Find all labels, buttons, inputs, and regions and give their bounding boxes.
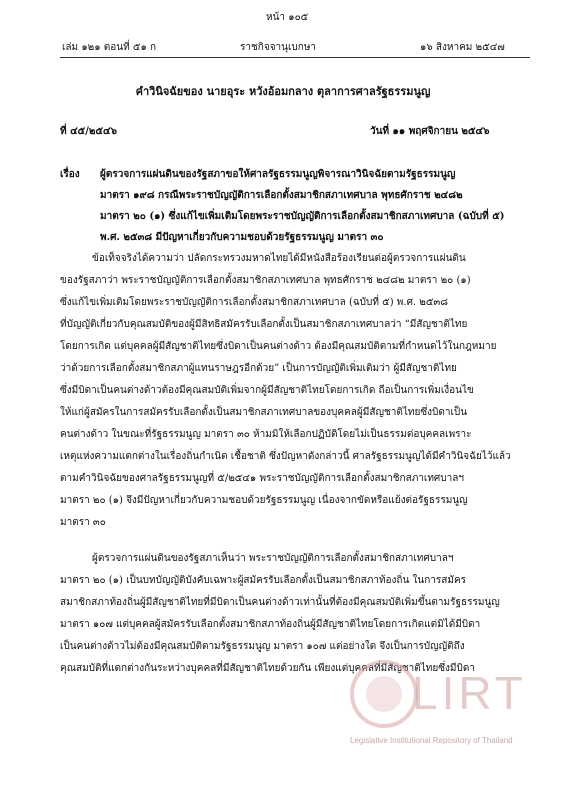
lirt-watermark xyxy=(350,660,550,770)
watermark-subtitle: Legislative Institutional Repository of Thailand xyxy=(350,736,513,745)
case-number: ที่ ๔๕/๒๕๔๖ xyxy=(60,126,117,137)
subject-label: เรื่อง xyxy=(60,169,80,180)
paragraph-line: ข้อเท็จจริงได้ความว่า ปลัดกระทรวงมหาดไทยได้มีหนังสือร้องเรียนต่อผู้ตรวจการแผ่นดิน xyxy=(92,253,466,264)
paragraph-line: ที่บัญญัติเกี่ยวกับคุณสมบัติของผู้มีสิทธิสมัครรับเลือกตั้งเป็นสมาชิกสภาเทศบาลว่า “มีสัญชาติไทย xyxy=(60,319,468,330)
paragraph-line: ให้แก่ผู้สมัครในการสมัครรับเลือกตั้งเป็นสมาชิกสภาเทศบาลของบุคคลผู้มีสัญชาติไทยซึ่งบิดาเป็น xyxy=(60,407,468,418)
subject-line: ผู้ตรวจการแผ่นดินของรัฐสภาขอให้ศาลรัฐธรรมนูญพิจารณาวินิจฉัยตามรัฐธรรมนูญ xyxy=(100,169,456,180)
paragraph-line: ว่าด้วยการเลือกตั้งสมาชิกสภาผู้แทนราษฎรอีกด้วย” เป็นการบัญญัติเพิ่มเติมว่า ผู้มีสัญชาติไทย xyxy=(60,363,457,374)
paragraph-line: เป็นคนต่างด้าวไม่ต้องมีคุณสมบัติตามรัฐธรรมนูญ มาตรา ๑๐๗ แต่อย่างใด จึงเป็นการบัญญัติถึง xyxy=(60,641,465,652)
subject-line: มาตรา ๒๐ (๑) ซึ่งแก้ไขเพิ่มเติมโดยพระราชบัญญัติการเลือกตั้งสมาชิกสภาเทศบาล (ฉบับที่ ๕) xyxy=(100,211,505,222)
watermark-logo-text: LIRT xyxy=(412,667,527,719)
paragraph-line: มาตรา ๒๐ (๑) จึงมีปัญหาเกี่ยวกับความชอบด้วยรัฐธรรมนูญ เนื่องจากขัดหรือแย้งต่อรัฐธรรมนูญ xyxy=(60,495,468,506)
subject-block xyxy=(100,164,530,248)
paragraph-line: ซึ่งมีบิดาเป็นคนต่างด้าวต้องมีคุณสมบัติเพิ่มจากผู้มีสัญชาติไทยโดยการเกิด ถือเป็นการเพิ่มเงื่อนไข xyxy=(60,385,474,396)
paragraph-line: ผู้ตรวจการแผ่นดินของรัฐสภาเห็นว่า พระราชบัญญัติการเลือกตั้งสมาชิกสภาเทศบาลฯ xyxy=(92,553,454,564)
paragraph-line: ตามคำวินิจฉัยของศาลรัฐธรรมนูญที่ ๕/๒๕๔๑ พระราชบัญญัติการเลือกตั้งสมาชิกสภาเทศบาลฯ xyxy=(60,473,464,484)
paragraph-line: ของรัฐสภาว่า พระราชบัญญัติการเลือกตั้งสมาชิกสภาเทศบาล พุทธศักราช ๒๔๘๒ มาตรา ๒๐ (๑) xyxy=(60,275,471,286)
case-date: วันที่ ๑๑ พฤศจิกายน ๒๕๔๖ xyxy=(370,126,490,137)
paragraph-line: มาตรา ๓๐ xyxy=(60,517,106,528)
gazette-date: ๑๖ สิงหาคม ๒๕๔๗ xyxy=(420,42,505,53)
paragraph-line: เหตุแห่งความแตกต่างในเรื่องถิ่นกำเนิด เชื้อชาติ ซึ่งปัญหาดังกล่าวนี้ ศาลรัฐธรรมนูญได้มีคำวินิจฉัยไว้แล้ว xyxy=(60,451,511,462)
paragraph-line: มาตรา ๒๐ (๑) เป็นบทบัญญัติบังคับเฉพาะผู้สมัครรับเลือกตั้งเป็นสมาชิกสภาท้องถิ่น ในการสมัคร xyxy=(60,575,467,586)
paragraph-line: คุณสมบัติที่แตกต่างกันระหว่างบุคคลที่มีสัญชาติไทยด้วยกัน เพียงแต่บุคคลที่มีสัญชาติไทยซึ่งมีบิดา xyxy=(60,663,475,674)
paragraph-line: สมาชิกสภาท้องถิ่นผู้มีสัญชาติไทยที่มีบิดาเป็นคนต่างด้าวเท่านั้นที่ต้องมีคุณสมบัติเพิ่มขึ้นตามรัฐธรรมนูญ xyxy=(60,597,500,608)
paragraph-line: คนต่างด้าว ในขณะที่รัฐธรรมนูญ มาตรา ๓๐ ห้ามมิให้เลือกปฏิบัติโดยไม่เป็นธรรมต่อบุคคลเพราะ xyxy=(60,429,472,440)
paragraph-line: ซึ่งแก้ไขเพิ่มเติมโดยพระราชบัญญัติการเลือกตั้งสมาชิกสภาเทศบาล (ฉบับที่ ๕) พ.ศ. ๒๕๓๘ xyxy=(60,297,448,308)
paragraph-line: มาตรา ๑๐๗ แต่บุคคลผู้สมัครรับเลือกตั้งสมาชิกสภาท้องถิ่นผู้มีสัญชาติไทยโดยการเกิดแต่มิได้มีบิดา xyxy=(60,619,481,630)
subject-line: มาตรา ๑๙๘ กรณีพระราชบัญญัติการเลือกตั้งสมาชิกสภาเทศบาล พุทธศักราช ๒๔๘๒ xyxy=(100,190,463,201)
seal-icon xyxy=(350,660,418,728)
page-number: หน้า ๑๐๕ xyxy=(266,12,309,23)
gazette-name: ราชกิจจานุเบกษา xyxy=(240,42,317,53)
header-rule xyxy=(60,57,530,58)
facts-paragraph xyxy=(60,248,530,534)
document-title: คำวินิจฉัยของ นายอุระ หวังอ้อมกลาง ตุลาการศาลรัฐธรรมนูญ xyxy=(135,85,431,98)
subject-line: พ.ศ. ๒๕๓๘ มีปัญหาเกี่ยวกับความชอบด้วยรัฐธรรมนูญ มาตรา ๓๐ xyxy=(100,232,384,243)
volume-issue: เล่ม ๑๒๑ ตอนที่ ๕๑ ก xyxy=(62,42,157,53)
paragraph-line: โดยการเกิด แต่บุคคลผู้มีสัญชาติไทยซึ่งบิดาเป็นคนต่างด้าว ต้องมีคุณสมบัติตามที่กำหนดไว้ในกฎหมาย xyxy=(60,341,497,352)
